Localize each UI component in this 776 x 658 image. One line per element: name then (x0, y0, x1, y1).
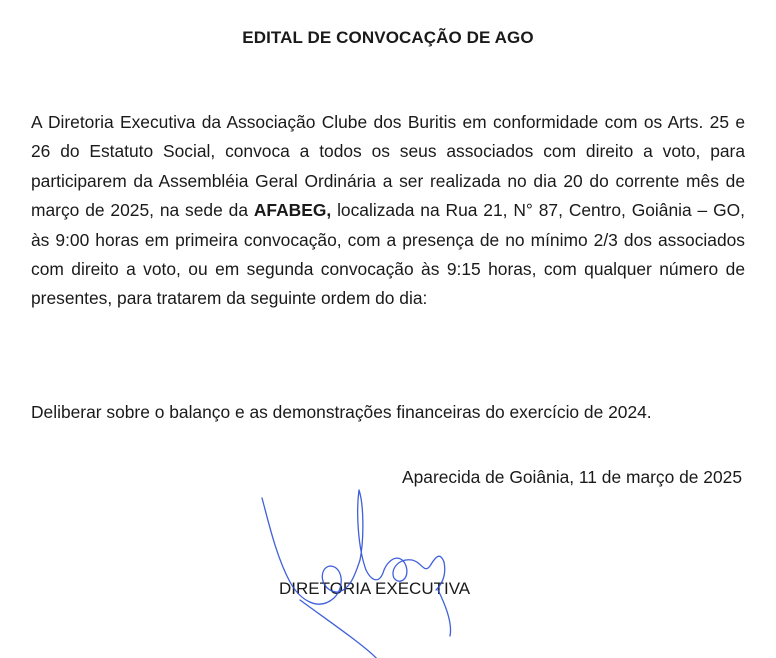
paragraph-part-1: A Diretoria Executiva da Associação Clube dos Buritis em conformidade com os Arts. 25 e 26 do Estatuto Social, convoca a todos os seus associados com direito a voto, para participarem da Assembléia Geral Ordinária a ser realizada no dia 20 do corrente mês de março de 2025, na sede da (31, 112, 745, 221)
agenda-item: Deliberar sobre o balanço e as demonstrações financeiras do exercício de 2024. (31, 402, 652, 422)
convocation-paragraph (31, 108, 745, 314)
convocation-text (31, 108, 745, 314)
paragraph-part-2: localizada na Rua 21, N° 87, Centro, Goiânia – GO, às 9:00 horas em primeira convocação, com a presença de no mínimo 2/3 dos associados com direito a voto, ou em segunda convocação às 9:15 horas, com qualquer número de presentes, para tratarem da seguinte ordem do dia: (31, 200, 745, 309)
venue-name: AFABEG, (253, 200, 332, 221)
document-title: EDITAL DE CONVOCAÇÃO DE AGO (242, 28, 534, 47)
signatory-label: DIRETORIA EXECUTIVA (279, 579, 471, 598)
place-and-date: Aparecida de Goiânia, 11 de março de 2025 (402, 467, 742, 487)
